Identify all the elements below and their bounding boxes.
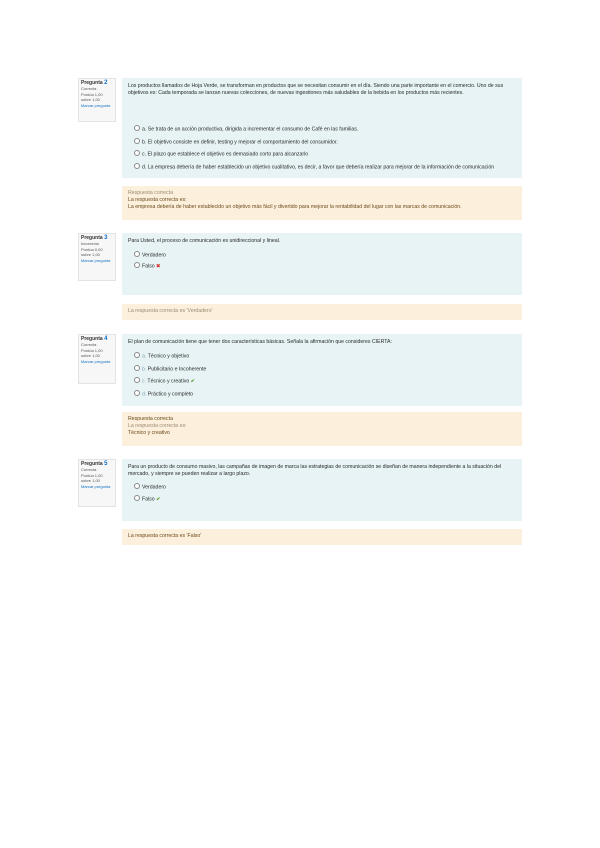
question-number: Pregunta 3	[81, 235, 108, 241]
radio-icon[interactable]	[134, 495, 140, 501]
feedback-box	[122, 412, 522, 446]
question-score: Puntúa 0,00 sobre 1,00	[81, 246, 103, 258]
answer-option[interactable]: c. Técnico y creativo ✔	[134, 377, 516, 386]
answer-option[interactable]: d. La empresa debería de haber establecido un objetivo cualitativo, es decir, a favor que debería realizar para mejorar de la información de comunicación	[134, 163, 516, 172]
answer-option[interactable]: Verdadero	[134, 251, 516, 260]
question-text-box	[122, 459, 522, 521]
question-info	[78, 459, 116, 507]
radio-icon[interactable]	[134, 365, 140, 371]
flag-question-link[interactable]: Marcar pregunta	[81, 483, 111, 489]
radio-icon[interactable]	[134, 150, 140, 156]
question-text-box	[122, 334, 522, 406]
question-number: Pregunta 4	[81, 336, 108, 342]
question-prompt: Para Usted, el proceso de comunicación es unidireccional y lineal.	[128, 238, 281, 244]
question-prompt: El plan de comunicación tiene que tener dos características básicas. Señala la afirmación que consideres CIERTA:	[128, 339, 392, 345]
question-status: Correcta	[81, 342, 97, 348]
feedback-line: La respuesta correcta es:	[128, 423, 187, 429]
question-score: Puntúa 1,00 sobre 1,00	[81, 347, 103, 359]
feedback-line: La respuesta correcta es 'Verdadero'	[128, 308, 213, 314]
question-status: Correcta	[81, 86, 97, 92]
feedback-header: Respuesta correcta	[128, 416, 173, 422]
question-prompt: Para un producto de consumo masivo, las campañas de imagen de marca las estrategias de comunicación se diseñan de manera independiente a la situación del mercado, y siempre se pueden realizar a largo plazo.	[128, 464, 502, 477]
flag-question-link[interactable]: Marcar pregunta	[81, 102, 111, 108]
flag-question-link[interactable]: Marcar pregunta	[81, 257, 111, 263]
feedback-line: La respuesta correcta es:	[128, 197, 187, 203]
feedback-box	[122, 186, 522, 220]
radio-icon[interactable]	[134, 377, 140, 383]
feedback-line: La respuesta correcta es 'Falso'	[128, 533, 202, 539]
question-number: Pregunta 2	[81, 80, 108, 86]
radio-icon[interactable]	[134, 251, 140, 257]
radio-icon[interactable]	[134, 138, 140, 144]
question-score: Puntúa 1,00 sobre 1,00	[81, 472, 103, 484]
answer-option[interactable]: Verdadero	[134, 483, 516, 492]
feedback-answer: Técnico y creativo	[128, 430, 170, 436]
question-info	[78, 334, 116, 384]
question-info	[78, 78, 116, 122]
question-prompt: Los productos llamados de Hoja Verde, se transforman en productos que se necesitan consumir en el día. Siendo una parte importante en el comercio. Uno de sus objetivos es: Cada temporada se lanzan nuevas colecciones, de nuevas ingestiones más saludables de la bebida en los productos más recientes.	[128, 83, 504, 96]
question-info	[78, 233, 116, 281]
radio-icon[interactable]	[134, 125, 140, 131]
feedback-header: Respuesta correcta	[128, 190, 173, 196]
correct-icon: ✔	[156, 496, 161, 502]
question-status: Incorrecta	[81, 241, 99, 247]
answer-option[interactable]: c. El plazo que establece el objetivo es demasiado corto para alcanzarlo	[134, 150, 516, 159]
feedback-answer: La empresa debería de haber establecido un objetivo más fácil y divertido para mejorar la rentabilidad del lugar con las marcas de comunicación.	[128, 204, 462, 210]
answer-option[interactable]: b. Publicitario e Incoherente	[134, 365, 516, 374]
feedback-box	[122, 529, 522, 545]
radio-icon[interactable]	[134, 352, 140, 358]
radio-icon[interactable]	[134, 262, 140, 268]
radio-icon[interactable]	[134, 390, 140, 396]
feedback-box	[122, 304, 522, 320]
question-text-box	[122, 78, 522, 178]
radio-icon[interactable]	[134, 483, 140, 489]
radio-icon[interactable]	[134, 163, 140, 169]
answer-option[interactable]: Falso ✔	[134, 495, 516, 504]
question-text-box	[122, 233, 522, 295]
question-number: Pregunta 5	[81, 461, 108, 467]
correct-icon: ✔	[190, 378, 196, 385]
answer-option[interactable]: a. Técnico y objetivo	[134, 352, 516, 361]
incorrect-icon: ✖	[156, 263, 161, 269]
flag-question-link[interactable]: Marcar pregunta	[81, 358, 111, 364]
answer-option[interactable]: Falso ✖	[134, 262, 516, 271]
answer-option[interactable]: a. Se trata de un acción productiva, dirigida a incrementar el consumo de Café en las familias.	[134, 125, 516, 134]
answer-option[interactable]: d. Práctico y completo	[134, 390, 516, 399]
answer-option[interactable]: b. El objetivo consiste en definir, testing y mejorar el comportamiento del consumidor.	[134, 138, 516, 147]
question-score: Puntúa 1,00 sobre 1,00	[81, 91, 103, 103]
question-status: Correcta	[81, 467, 97, 473]
